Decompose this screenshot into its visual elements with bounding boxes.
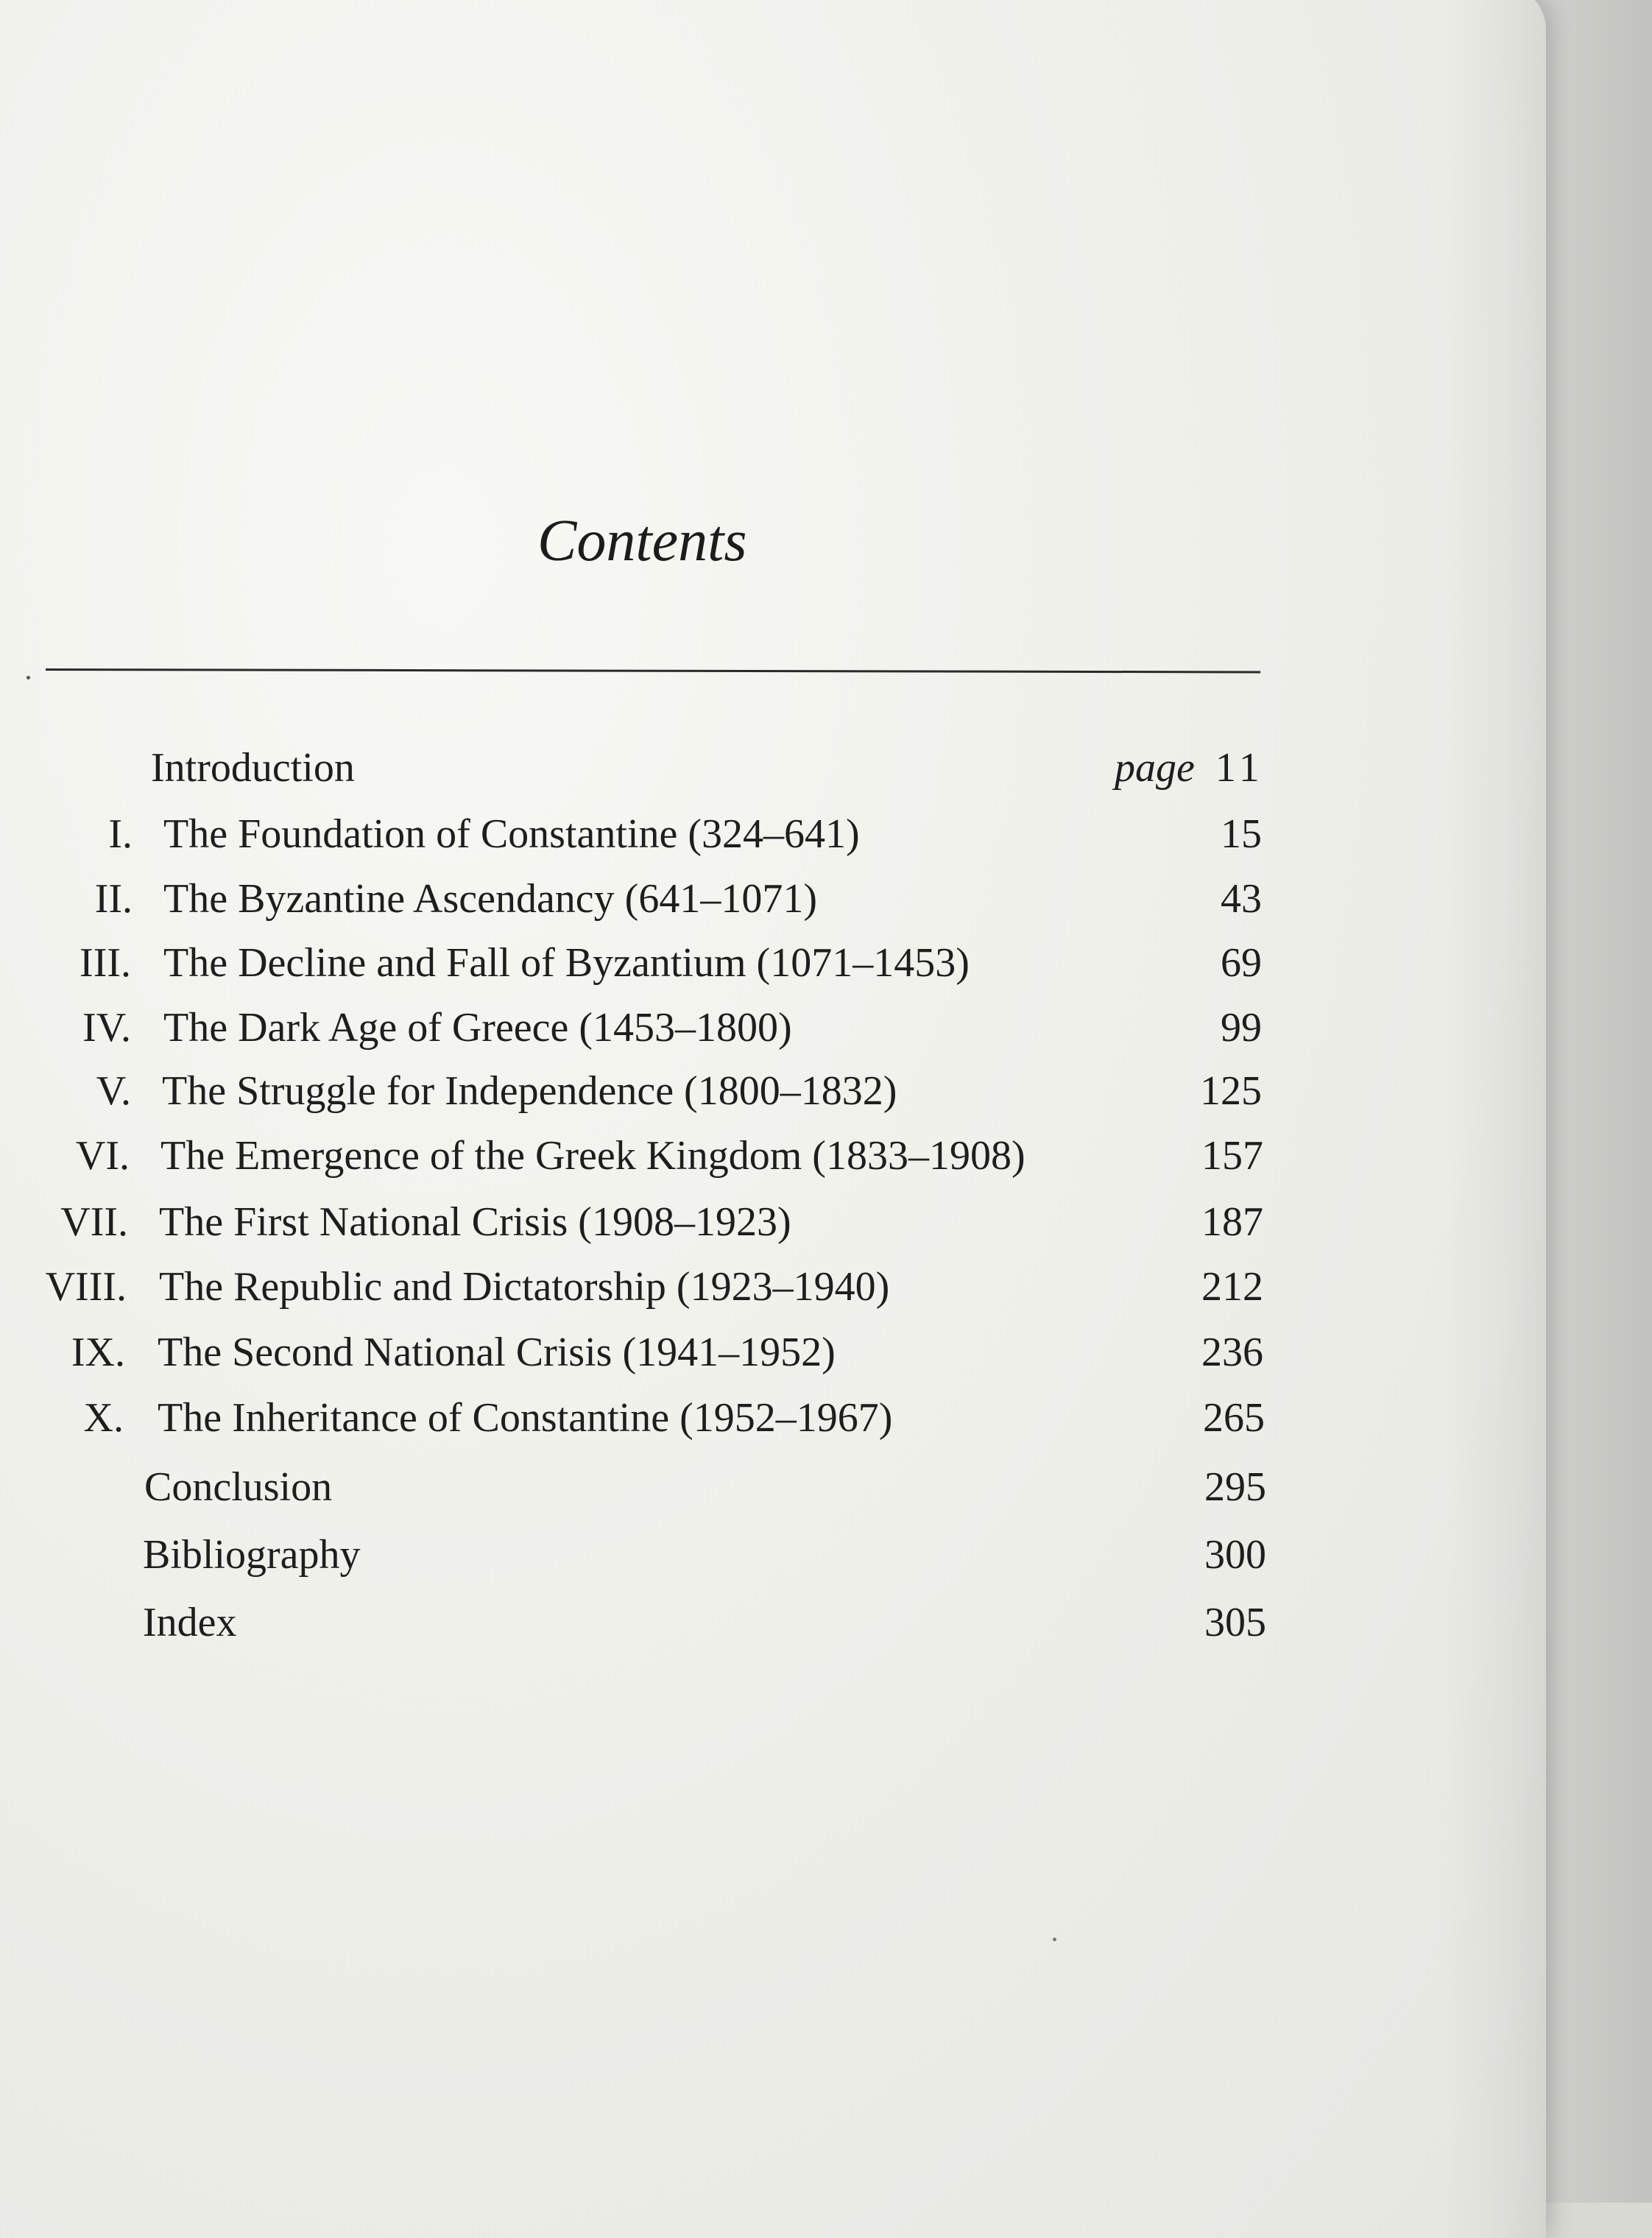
toc-entry-title: Introduction [151, 745, 355, 791]
toc-entry-page: 187 [1201, 1199, 1263, 1245]
toc-entry-conclusion [0, 1458, 1652, 1517]
toc-entry-chapter-7 [0, 1193, 1652, 1252]
toc-entry-page: 236 [1201, 1330, 1263, 1375]
toc-entry-page-number: 11 [1215, 745, 1264, 791]
toc-entry-chapter-4 [0, 998, 1652, 1057]
toc-entry-chapter-10 [0, 1388, 1652, 1447]
toc-entry-chapter-6 [0, 1126, 1652, 1185]
toc-entry-numeral: III. [80, 940, 131, 986]
toc-entry-page: 125 [1200, 1068, 1262, 1114]
toc-entry-title: The Foundation of Constantine (324–641) [163, 811, 860, 857]
toc-entry-title: The Second National Crisis (1941–1952) [158, 1330, 836, 1375]
toc-entry-page: 305 [1204, 1600, 1266, 1645]
toc-entry-page: 212 [1201, 1264, 1263, 1310]
toc-entry-chapter-2 [0, 869, 1652, 928]
toc-entry-chapter-3 [0, 933, 1652, 992]
toc-entry-numeral: IX. [71, 1330, 125, 1375]
toc-entry-chapter-8 [0, 1257, 1652, 1316]
toc-entry-numeral: II. [94, 876, 133, 922]
toc-entry-title: The Inheritance of Constantine (1952–1967) [158, 1395, 893, 1441]
toc-entry-page [1115, 738, 1264, 797]
toc-entry-page: 43 [1221, 876, 1262, 922]
toc-entry-title: The Dark Age of Greece (1453–1800) [163, 1005, 792, 1051]
toc-entry-page: 295 [1204, 1464, 1266, 1510]
toc-entry-introduction [0, 738, 1652, 797]
page-label: page [1115, 745, 1195, 791]
toc-entry-chapter-5 [0, 1062, 1652, 1120]
toc-entry-title: The Emergence of the Greek Kingdom (1833–1908) [160, 1133, 1026, 1179]
toc-entry-numeral: X. [83, 1395, 124, 1441]
toc-entry-page: 99 [1221, 1005, 1262, 1051]
toc-entry-title: The Decline and Fall of Byzantium (1071–1453) [163, 940, 970, 986]
toc-entry-title: Index [143, 1600, 237, 1645]
toc-entry-title: The Republic and Dictatorship (1923–1940) [159, 1264, 890, 1310]
toc-entry-numeral: VI. [75, 1133, 130, 1179]
toc-entry-page: 15 [1221, 811, 1262, 857]
toc-entry-page: 69 [1221, 940, 1262, 986]
toc-entry-index [0, 1593, 1652, 1652]
toc-entry-bibliography [0, 1525, 1652, 1584]
toc-entry-page: 300 [1204, 1532, 1266, 1578]
toc-entry-chapter-9 [0, 1323, 1652, 1382]
toc-entry-chapter-1 [0, 805, 1652, 864]
toc-entry-page: 265 [1203, 1395, 1265, 1441]
toc-entry-title: Conclusion [144, 1464, 333, 1510]
toc-entry-numeral: VII. [60, 1199, 128, 1245]
toc-entry-title: Bibliography [143, 1532, 361, 1578]
paper-speck [1053, 1938, 1056, 1941]
toc-entry-numeral: IV. [82, 1005, 131, 1051]
toc-entry-title: The Struggle for Independence (1800–1832) [162, 1068, 897, 1114]
toc-entry-numeral: VIII. [45, 1264, 127, 1310]
rule-dot-mark [27, 676, 30, 679]
toc-entry-page: 157 [1201, 1133, 1263, 1179]
toc-entry-numeral: V. [96, 1068, 131, 1114]
toc-entry-title: The Byzantine Ascendancy (641–1071) [163, 876, 817, 922]
toc-entry-title: The First National Crisis (1908–1923) [159, 1199, 791, 1245]
toc-entry-numeral: I. [108, 811, 133, 857]
contents-heading: Contents [537, 509, 747, 573]
